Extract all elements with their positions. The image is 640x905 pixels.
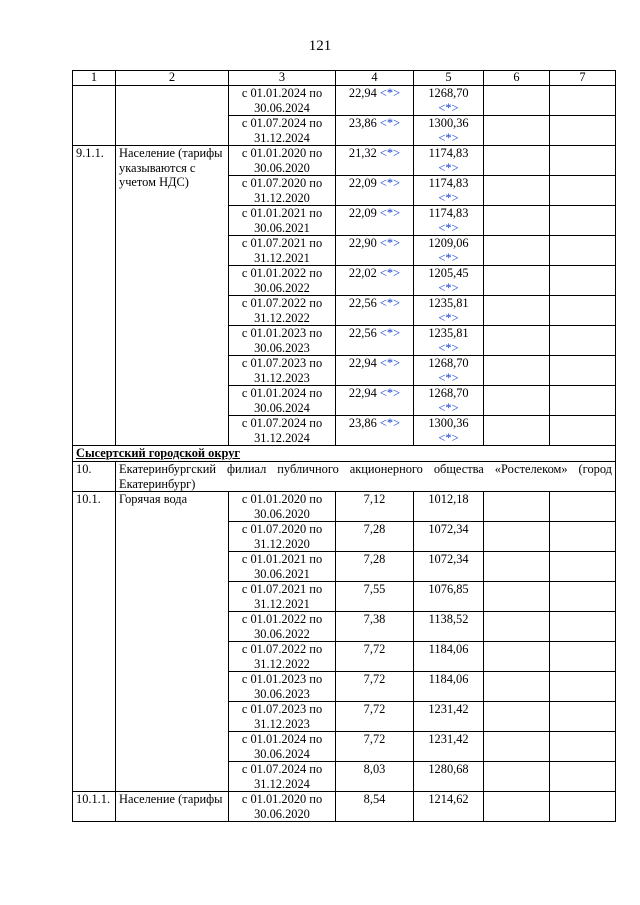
empty-cell <box>484 326 550 356</box>
period-end: 31.12.2023 <box>254 370 310 385</box>
period-end: 30.06.2020 <box>254 160 310 175</box>
tariff-value: 7,55 <box>363 582 386 596</box>
tariff-value-cell <box>336 792 414 822</box>
tariff-value-cell <box>336 642 414 672</box>
period-start: с 01.07.2024 по <box>241 116 323 130</box>
footnote-link[interactable]: <*> <box>438 280 459 295</box>
period-start: с 01.01.2024 по <box>241 386 323 400</box>
period-cell <box>229 116 336 146</box>
tariff-value-cell <box>414 86 484 116</box>
empty-cell <box>550 612 616 642</box>
period-cell <box>229 702 336 732</box>
footnote-link[interactable]: <*> <box>379 206 401 220</box>
tariff-value-cell <box>336 296 414 326</box>
tariff-value: 7,38 <box>363 612 386 626</box>
period-start: с 01.07.2022 по <box>241 642 323 656</box>
empty-cell <box>550 296 616 326</box>
tariff-value-cell <box>336 552 414 582</box>
period-start: с 01.01.2022 по <box>241 612 323 626</box>
tariff-value-cell <box>414 116 484 146</box>
period-start: с 01.07.2023 по <box>241 702 323 716</box>
consumer-category <box>116 86 229 146</box>
tariff-value-cell <box>414 582 484 612</box>
period-start: с 01.01.2022 по <box>241 266 323 280</box>
period-end: 30.06.2022 <box>254 626 310 641</box>
period-start: с 01.07.2021 по <box>241 582 323 596</box>
tariff-value: 1300,36 <box>428 116 469 130</box>
tariff-value: 1235,81 <box>428 326 469 340</box>
header-row <box>73 71 616 86</box>
footnote-link[interactable]: <*> <box>379 146 401 160</box>
period-end: 30.06.2021 <box>254 220 310 235</box>
period-start: с 01.01.2021 по <box>241 552 323 566</box>
period-start: с 01.01.2021 по <box>241 206 323 220</box>
tariff-value: 7,72 <box>363 732 386 746</box>
period-cell <box>229 672 336 702</box>
tariff-value-cell <box>336 762 414 792</box>
period-cell <box>229 522 336 552</box>
tariff-value-cell <box>336 672 414 702</box>
tariff-value: 1205,45 <box>428 266 469 280</box>
period-start: с 01.01.2020 по <box>241 146 323 160</box>
tariff-value-cell <box>414 672 484 702</box>
period-start: с 01.07.2023 по <box>241 356 323 370</box>
tariff-value: 1209,06 <box>428 236 469 250</box>
period-end: 31.12.2023 <box>254 716 310 731</box>
tariff-table <box>72 70 616 822</box>
tariff-value-cell <box>336 236 414 266</box>
period-start: с 01.01.2020 по <box>241 492 323 506</box>
footnote-link[interactable]: <*> <box>438 250 459 265</box>
empty-cell <box>484 612 550 642</box>
period-start: с 01.01.2020 по <box>241 792 323 806</box>
footnote-link[interactable]: <*> <box>438 400 459 415</box>
period-cell <box>229 386 336 416</box>
tariff-value-cell <box>414 552 484 582</box>
table-row <box>73 146 616 176</box>
tariff-value: 8,54 <box>363 792 386 806</box>
tariff-value-cell <box>414 206 484 236</box>
empty-cell <box>550 642 616 672</box>
footnote-link[interactable]: <*> <box>438 370 459 385</box>
period-end: 31.12.2024 <box>254 130 310 145</box>
empty-cell <box>550 356 616 386</box>
footnote-link[interactable]: <*> <box>379 236 401 250</box>
tariff-value: 22,02 <box>348 266 377 280</box>
tariff-value-cell <box>414 492 484 522</box>
empty-cell <box>550 582 616 612</box>
row-number: 10.1. <box>73 492 116 792</box>
period-start: с 01.01.2023 по <box>241 672 323 686</box>
tariff-value: 23,86 <box>348 416 377 430</box>
tariff-value-cell <box>336 582 414 612</box>
tariff-value-cell <box>336 732 414 762</box>
empty-cell <box>484 702 550 732</box>
period-cell <box>229 296 336 326</box>
tariff-value: 1268,70 <box>428 86 469 100</box>
tariff-value: 1268,70 <box>428 386 469 400</box>
empty-cell <box>484 386 550 416</box>
period-end: 31.12.2020 <box>254 536 310 551</box>
empty-cell <box>550 702 616 732</box>
period-start: с 01.07.2024 по <box>241 762 323 776</box>
period-start: с 01.01.2024 по <box>241 86 323 100</box>
footnote-link[interactable]: <*> <box>438 340 459 355</box>
empty-cell <box>550 732 616 762</box>
header-cell: 5 <box>414 71 484 86</box>
tariff-value-cell <box>414 522 484 552</box>
empty-cell <box>550 176 616 206</box>
organization-name: Екатеринбургский филиал публичного акционерного общества «Ростелеком» (город Екатеринбург) <box>116 462 616 492</box>
empty-cell <box>484 296 550 326</box>
period-cell <box>229 492 336 522</box>
period-cell <box>229 356 336 386</box>
tariff-value-cell <box>336 176 414 206</box>
tariff-value: 1184,06 <box>428 672 469 686</box>
empty-cell <box>484 642 550 672</box>
tariff-value: 7,72 <box>363 702 386 716</box>
row-number: 10. <box>73 462 116 492</box>
empty-cell <box>484 672 550 702</box>
tariff-value: 22,90 <box>348 236 377 250</box>
empty-cell <box>550 672 616 702</box>
tariff-value: 1231,42 <box>428 732 469 746</box>
empty-cell <box>484 176 550 206</box>
period-start: с 01.01.2024 по <box>241 732 323 746</box>
tariff-value: 22,94 <box>348 356 377 370</box>
tariff-value: 22,09 <box>348 176 377 190</box>
period-end: 31.12.2022 <box>254 310 310 325</box>
tariff-value-cell <box>414 296 484 326</box>
empty-cell <box>484 552 550 582</box>
period-end: 30.06.2024 <box>254 746 310 761</box>
tariff-value-cell <box>414 266 484 296</box>
tariff-value-cell <box>336 612 414 642</box>
empty-cell <box>550 206 616 236</box>
period-cell <box>229 762 336 792</box>
consumer-category: Горячая вода <box>116 492 229 792</box>
empty-cell <box>484 732 550 762</box>
empty-cell <box>484 522 550 552</box>
tariff-value-cell <box>336 386 414 416</box>
period-cell <box>229 86 336 116</box>
period-cell <box>229 582 336 612</box>
period-end: 30.06.2020 <box>254 506 310 521</box>
period-end: 31.12.2021 <box>254 596 310 611</box>
empty-cell <box>550 86 616 116</box>
empty-cell <box>550 492 616 522</box>
tariff-value: 7,12 <box>363 492 386 506</box>
tariff-table-body <box>73 71 616 822</box>
tariff-value-cell <box>414 642 484 672</box>
footnote-link[interactable]: <*> <box>379 356 401 370</box>
empty-cell <box>550 762 616 792</box>
empty-cell <box>484 582 550 612</box>
empty-cell <box>484 146 550 176</box>
organization-row <box>73 462 616 492</box>
period-start: с 01.07.2024 по <box>241 416 323 430</box>
table-row <box>73 792 616 822</box>
tariff-value: 7,28 <box>363 552 386 566</box>
footnote-link[interactable]: <*> <box>379 266 401 280</box>
section-row <box>73 446 616 462</box>
section-cell <box>73 446 616 462</box>
header-cell: 7 <box>550 71 616 86</box>
empty-cell <box>484 492 550 522</box>
tariff-value-cell <box>336 326 414 356</box>
period-start: с 01.07.2021 по <box>241 236 323 250</box>
period-end: 30.06.2022 <box>254 280 310 295</box>
tariff-value-cell <box>414 386 484 416</box>
tariff-value: 8,03 <box>363 762 386 776</box>
empty-cell <box>550 792 616 822</box>
tariff-value-cell <box>336 416 414 446</box>
header-cell: 6 <box>484 71 550 86</box>
header-cell: 2 <box>116 71 229 86</box>
table-row <box>73 492 616 522</box>
tariff-value: 22,56 <box>348 296 377 310</box>
period-cell <box>229 732 336 762</box>
tariff-value: 22,56 <box>348 326 377 340</box>
row-number: 9.1.1. <box>73 146 116 446</box>
empty-cell <box>550 552 616 582</box>
table-row <box>73 86 616 116</box>
period-end: 31.12.2024 <box>254 430 310 445</box>
tariff-value-cell <box>414 416 484 446</box>
footnote-link[interactable]: <*> <box>379 296 401 310</box>
period-end: 30.06.2023 <box>254 686 310 701</box>
page-number: 121 <box>308 38 332 54</box>
tariff-value-cell <box>414 356 484 386</box>
tariff-value: 1174,83 <box>428 146 469 160</box>
tariff-value: 1184,06 <box>428 642 469 656</box>
tariff-value: 1012,18 <box>428 492 469 506</box>
period-cell <box>229 206 336 236</box>
tariff-value: 7,28 <box>363 522 386 536</box>
footnote-link[interactable]: <*> <box>379 116 401 130</box>
footnote-link[interactable]: <*> <box>379 86 401 100</box>
tariff-value: 1072,34 <box>428 522 469 536</box>
footnote-link[interactable]: <*> <box>379 416 401 430</box>
footnote-link[interactable]: <*> <box>438 130 459 145</box>
tariff-value-cell <box>414 702 484 732</box>
empty-cell <box>550 236 616 266</box>
period-end: 31.12.2024 <box>254 776 310 791</box>
period-end: 30.06.2020 <box>254 806 310 821</box>
tariff-value: 1214,62 <box>428 792 469 806</box>
period-cell <box>229 552 336 582</box>
period-start: с 01.01.2023 по <box>241 326 323 340</box>
empty-cell <box>484 236 550 266</box>
tariff-value-cell <box>336 266 414 296</box>
period-end: 31.12.2020 <box>254 190 310 205</box>
footnote-link[interactable]: <*> <box>379 326 401 340</box>
tariff-value-cell <box>336 206 414 236</box>
period-cell <box>229 176 336 206</box>
tariff-value-cell <box>414 792 484 822</box>
empty-cell <box>484 356 550 386</box>
tariff-value: 1174,83 <box>428 176 469 190</box>
tariff-value-cell <box>414 236 484 266</box>
header-cell: 1 <box>73 71 116 86</box>
tariff-value: 1174,83 <box>428 206 469 220</box>
period-cell <box>229 792 336 822</box>
tariff-value: 1268,70 <box>428 356 469 370</box>
tariff-value-cell <box>414 762 484 792</box>
period-end: 30.06.2023 <box>254 340 310 355</box>
period-cell <box>229 326 336 356</box>
empty-cell <box>484 86 550 116</box>
empty-cell <box>550 386 616 416</box>
section-title: Сысертский городской округ <box>76 446 241 460</box>
period-end: 31.12.2021 <box>254 250 310 265</box>
tariff-value: 21,32 <box>348 146 377 160</box>
tariff-value-cell <box>336 146 414 176</box>
tariff-value: 7,72 <box>363 642 386 656</box>
footnote-link[interactable]: <*> <box>379 386 401 400</box>
period-cell <box>229 416 336 446</box>
empty-cell <box>484 416 550 446</box>
empty-cell <box>550 326 616 356</box>
empty-cell <box>550 116 616 146</box>
tariff-value: 1280,68 <box>428 762 469 776</box>
consumer-category: Население (тарифы указываются с учетом НДС) <box>116 146 229 446</box>
tariff-value: 22,09 <box>348 206 377 220</box>
period-end: 30.06.2024 <box>254 100 310 115</box>
footnote-link[interactable]: <*> <box>379 176 401 190</box>
footnote-link[interactable]: <*> <box>438 100 459 115</box>
empty-cell <box>484 116 550 146</box>
tariff-value: 1072,34 <box>428 552 469 566</box>
footnote-link[interactable]: <*> <box>438 220 459 235</box>
period-cell <box>229 612 336 642</box>
consumer-category: Население (тарифы <box>116 792 229 822</box>
tariff-value: 1235,81 <box>428 296 469 310</box>
empty-cell <box>484 266 550 296</box>
tariff-value: 1300,36 <box>428 416 469 430</box>
footnote-link[interactable]: <*> <box>438 190 459 205</box>
period-cell <box>229 236 336 266</box>
period-cell <box>229 642 336 672</box>
period-start: с 01.07.2020 по <box>241 176 323 190</box>
tariff-value-cell <box>336 356 414 386</box>
period-end: 30.06.2021 <box>254 566 310 581</box>
tariff-value: 23,86 <box>348 116 377 130</box>
tariff-value: 1231,42 <box>428 702 469 716</box>
period-end: 31.12.2022 <box>254 656 310 671</box>
empty-cell <box>484 762 550 792</box>
tariff-value-cell <box>336 522 414 552</box>
period-start: с 01.07.2020 по <box>241 522 323 536</box>
tariff-value-cell <box>414 612 484 642</box>
empty-cell <box>550 522 616 552</box>
period-end: 30.06.2024 <box>254 400 310 415</box>
empty-cell <box>484 792 550 822</box>
empty-cell <box>550 146 616 176</box>
tariff-value-cell <box>336 116 414 146</box>
footnote-link[interactable]: <*> <box>438 310 459 325</box>
header-cell: 3 <box>229 71 336 86</box>
period-start: с 01.07.2022 по <box>241 296 323 310</box>
tariff-value-cell <box>336 86 414 116</box>
row-number <box>73 86 116 146</box>
empty-cell <box>550 416 616 446</box>
period-cell <box>229 266 336 296</box>
tariff-value: 22,94 <box>348 386 377 400</box>
header-cell: 4 <box>336 71 414 86</box>
tariff-value-cell <box>414 146 484 176</box>
tariff-value: 1138,52 <box>428 612 469 626</box>
tariff-value: 7,72 <box>363 672 386 686</box>
period-cell <box>229 146 336 176</box>
tariff-value-cell <box>414 326 484 356</box>
footnote-link[interactable]: <*> <box>438 430 459 445</box>
tariff-value-cell <box>414 732 484 762</box>
tariff-value-cell <box>336 702 414 732</box>
empty-cell <box>484 206 550 236</box>
row-number: 10.1.1. <box>73 792 116 822</box>
empty-cell <box>550 266 616 296</box>
tariff-value: 22,94 <box>348 86 377 100</box>
tariff-value-cell <box>414 176 484 206</box>
tariff-value-cell <box>336 492 414 522</box>
tariff-value: 1076,85 <box>428 582 469 596</box>
footnote-link[interactable]: <*> <box>438 160 459 175</box>
